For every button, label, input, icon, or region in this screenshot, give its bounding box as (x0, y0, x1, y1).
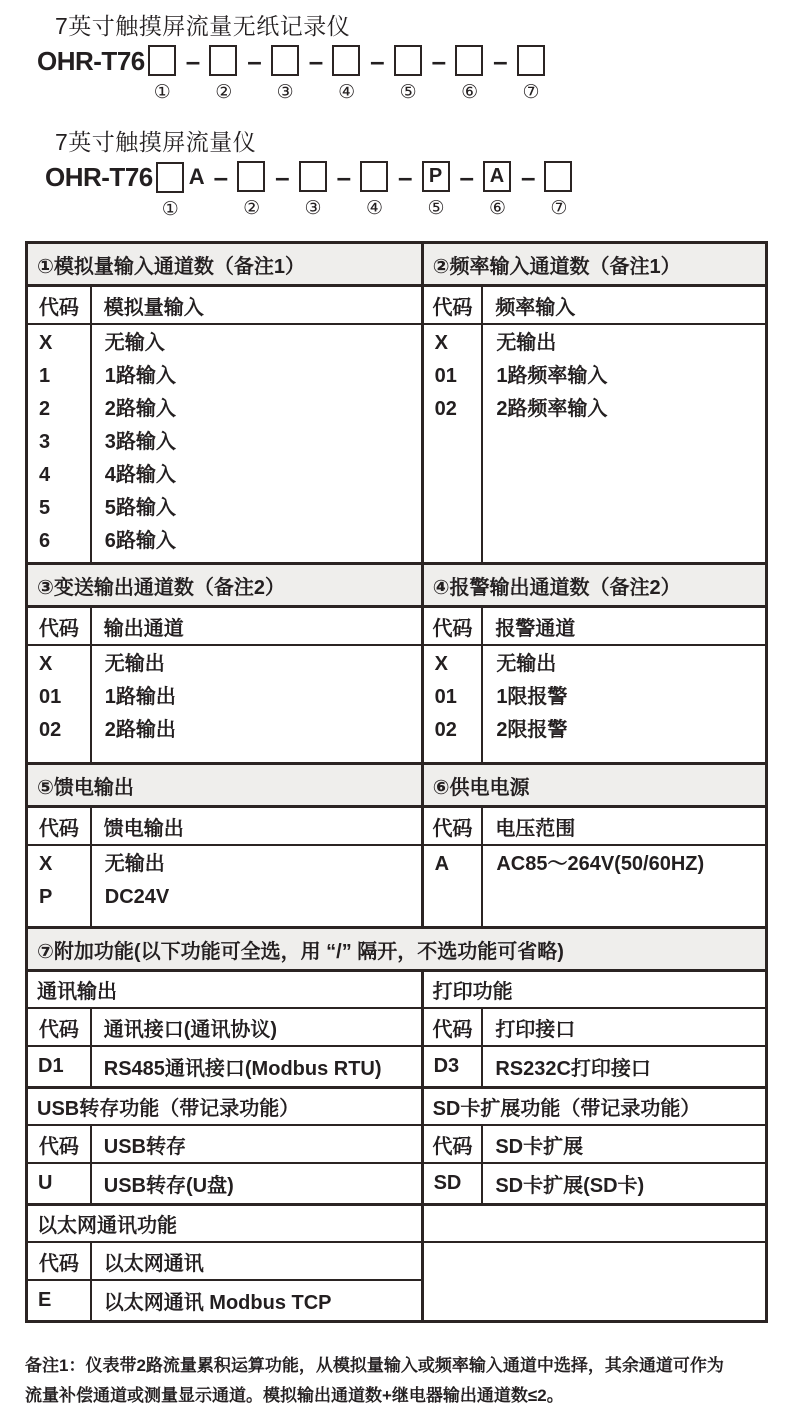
desc-value: 1路频率输入 (496, 365, 608, 387)
slot-number-label: ⑤ (427, 198, 445, 219)
dash-separator: – (275, 161, 290, 192)
dash-separator: – (308, 45, 324, 76)
desc-list (482, 645, 766, 764)
desc-value: 1路输入 (104, 365, 176, 387)
code-header: 代码 (27, 607, 91, 646)
subsection-title: SD卡扩展功能（带记录功能） (422, 1088, 766, 1126)
ordering-table (25, 241, 768, 1323)
section-title-3: ③变送输出通道数（备注2） (27, 564, 423, 607)
model-slot-4 (360, 161, 389, 220)
empty-cell (422, 1242, 766, 1322)
slot-number-label: ③ (304, 198, 322, 219)
model-slot-box (156, 162, 184, 193)
dash-separator: – (336, 161, 352, 192)
desc-header: 输出通道 (91, 607, 422, 646)
section-title-5: ⑤馈电输出 (27, 764, 423, 807)
code-value: 5 (39, 497, 51, 519)
desc-value: 以太网通讯 Modbus TCP (91, 1280, 422, 1322)
code-value: X (434, 332, 448, 354)
code-value: D1 (27, 1046, 91, 1088)
model-slot-box (237, 161, 265, 192)
code-header: 代码 (422, 1125, 482, 1163)
slot-number-label: ① (161, 199, 179, 220)
model-slot-1 (156, 161, 205, 221)
code-value: D3 (422, 1046, 482, 1088)
code-header: 代码 (27, 1125, 91, 1163)
code-value: U (27, 1163, 91, 1205)
code-list (27, 845, 91, 928)
desc-value: 1限报警 (496, 686, 568, 708)
desc-value: 无输出 (104, 653, 165, 675)
model-prefix: OHR-T76 (45, 162, 153, 192)
dash-separator: – (493, 45, 508, 76)
slot-number-label: ⑤ (399, 82, 417, 103)
slot-number-label: ④ (338, 82, 356, 103)
code-value: 01 (39, 686, 62, 708)
model-slot-box: P (422, 161, 450, 192)
code-value: X (39, 653, 53, 675)
model-slot-5 (394, 45, 423, 104)
model-slot-7 (517, 45, 546, 104)
dash-separator: – (431, 45, 447, 76)
footnote-line-2: 流量补偿通道或测量显示通道。模拟输出通道数+继电器输出通道数≤2。 (25, 1385, 564, 1405)
model-code-recorder (37, 45, 790, 104)
intro-block (0, 0, 790, 221)
product-title-recorder: 7英寸触摸屏流量无纸记录仪 (55, 13, 351, 39)
desc-header: USB转存 (91, 1125, 422, 1163)
model-slot-6 (455, 45, 484, 104)
slot-number-label: ⑥ (461, 82, 479, 103)
code-value: X (39, 332, 53, 354)
slot-number-label: ⑦ (522, 82, 540, 103)
empty-cell (422, 1205, 766, 1243)
code-value: X (434, 653, 448, 675)
desc-value: 2限报警 (496, 719, 568, 741)
section-title-6: ⑥供电电源 (422, 764, 766, 807)
model-slot-1 (148, 45, 177, 104)
section-title-4: ④报警输出通道数（备注2） (422, 564, 766, 607)
desc-value: RS232C打印接口 (495, 1058, 651, 1080)
model-slot-box (455, 45, 483, 76)
section-title-2: ②频率输入通道数（备注1） (422, 243, 766, 286)
code-value: 2 (39, 398, 51, 420)
code-value: 3 (39, 431, 51, 453)
code-header: 代码 (422, 607, 482, 646)
code-header: 代码 (27, 807, 91, 846)
dash-separator: – (398, 161, 413, 192)
desc-value: 3路输入 (104, 431, 176, 453)
model-slot-3 (299, 161, 328, 220)
model-slot-box (517, 45, 545, 76)
code-list (422, 645, 482, 764)
desc-header: 馈电输出 (91, 807, 422, 846)
slot-number-label: ③ (276, 82, 294, 103)
section-title-7: ⑦附加功能(以下功能可全选，用 “/” 隔开，不选功能可省略) (27, 928, 767, 971)
subsection-title: 以太网通讯功能 (27, 1205, 423, 1243)
desc-value: 无输出 (496, 332, 557, 354)
model-slot-box (360, 161, 388, 192)
code-list (422, 845, 482, 928)
code-value: 02 (434, 719, 457, 741)
slot-number-label: ① (153, 82, 171, 103)
code-value: X (39, 853, 53, 875)
code-value: E (27, 1280, 91, 1322)
section-title-1: ①模拟量输入通道数（备注1） (27, 243, 423, 286)
desc-value: 2路输入 (104, 398, 176, 420)
desc-header: 通讯接口(通讯协议) (91, 1008, 422, 1046)
code-value: 01 (434, 365, 457, 387)
desc-value: 无输出 (496, 653, 557, 675)
desc-value: 无输出 (104, 853, 165, 875)
slot-number-label: ④ (366, 198, 384, 219)
model-slot-2 (209, 45, 238, 104)
desc-value: 6路输入 (104, 530, 176, 552)
desc-value: 2路频率输入 (496, 398, 608, 420)
dash-separator: – (247, 45, 262, 76)
code-value: A (434, 853, 450, 875)
subsection-title: 通讯输出 (27, 971, 423, 1009)
code-value: 01 (434, 686, 457, 708)
desc-value: 2路输出 (104, 719, 176, 741)
code-value: 6 (39, 530, 51, 552)
model-slot-box (544, 161, 572, 192)
model-slot-3 (271, 45, 300, 104)
desc-header: 电压范围 (482, 807, 766, 846)
code-list (27, 324, 91, 564)
model-slot-box (209, 45, 237, 76)
desc-value: DC24V (104, 886, 170, 908)
desc-value: 1路输出 (104, 686, 176, 708)
slot-number-label: ② (215, 82, 233, 103)
model-suffix-a: A (188, 164, 205, 189)
dash-separator: – (185, 45, 201, 76)
desc-list (91, 324, 422, 564)
desc-header: 模拟量输入 (91, 286, 422, 325)
model-prefix: OHR-T76 (37, 46, 145, 76)
model-slot-box (148, 45, 176, 76)
code-header: 代码 (422, 286, 482, 325)
code-header: 代码 (422, 1008, 482, 1046)
desc-header: 频率输入 (482, 286, 766, 325)
model-slot-box (332, 45, 360, 76)
model-slot-7 (544, 161, 573, 220)
model-slot-box (394, 45, 422, 76)
footnote (25, 1351, 770, 1411)
model-slot-box (299, 161, 327, 192)
subsection-title: 打印功能 (422, 971, 766, 1009)
desc-value: RS485通讯接口(Modbus RTU) (91, 1046, 422, 1088)
desc-list (91, 845, 422, 928)
dash-separator: – (213, 161, 229, 192)
model-slot-box: A (483, 161, 511, 192)
slot-number-label: ⑦ (550, 198, 568, 219)
model-code-flowmeter (45, 161, 790, 221)
desc-header: 以太网通讯 (91, 1242, 422, 1280)
slot-number-label: ⑥ (488, 198, 506, 219)
dash-separator: – (520, 161, 536, 192)
desc-value: 无输入 (104, 332, 165, 354)
code-value: P (39, 886, 53, 908)
desc-value: USB转存(U盘) (91, 1163, 422, 1205)
model-slot-6 (483, 161, 512, 220)
code-header: 代码 (27, 1242, 91, 1280)
slot-number-label: ② (243, 198, 261, 219)
footnote-line-1: 备注1：仪表带2路流量累积运算功能，从模拟量输入或频率输入通道中选择，其余通道可作为 (25, 1356, 724, 1375)
code-list (27, 645, 91, 764)
code-value: 1 (39, 365, 51, 387)
code-header: 代码 (422, 807, 482, 846)
product-title-flowmeter: 7英寸触摸屏流量仪 (55, 129, 257, 155)
ordering-table-wrap (25, 241, 790, 1323)
model-slot-box (271, 45, 299, 76)
desc-header: SD卡扩展 (482, 1125, 766, 1163)
desc-list (91, 645, 422, 764)
desc-value: SD卡扩展(SD卡) (495, 1175, 645, 1197)
desc-header: 报警通道 (482, 607, 766, 646)
code-value: SD (422, 1163, 482, 1205)
dash-separator: – (459, 161, 474, 192)
desc-value: 5路输入 (104, 497, 176, 519)
dash-separator: – (370, 45, 385, 76)
model-slot-5 (422, 161, 451, 220)
code-header: 代码 (27, 286, 91, 325)
code-value: 4 (39, 464, 51, 486)
code-header: 代码 (27, 1008, 91, 1046)
model-slot-2 (237, 161, 266, 220)
desc-list (482, 845, 766, 928)
desc-value: 4路输入 (104, 464, 176, 486)
desc-header: 打印接口 (482, 1008, 766, 1046)
model-slot-4 (332, 45, 361, 104)
code-value: 02 (39, 719, 62, 741)
desc-list (482, 324, 766, 564)
desc-value: AC85～264V(50/60HZ) (496, 853, 705, 875)
code-list (422, 324, 482, 564)
subsection-title: USB转存功能（带记录功能） (27, 1088, 423, 1126)
code-value: 02 (434, 398, 457, 420)
